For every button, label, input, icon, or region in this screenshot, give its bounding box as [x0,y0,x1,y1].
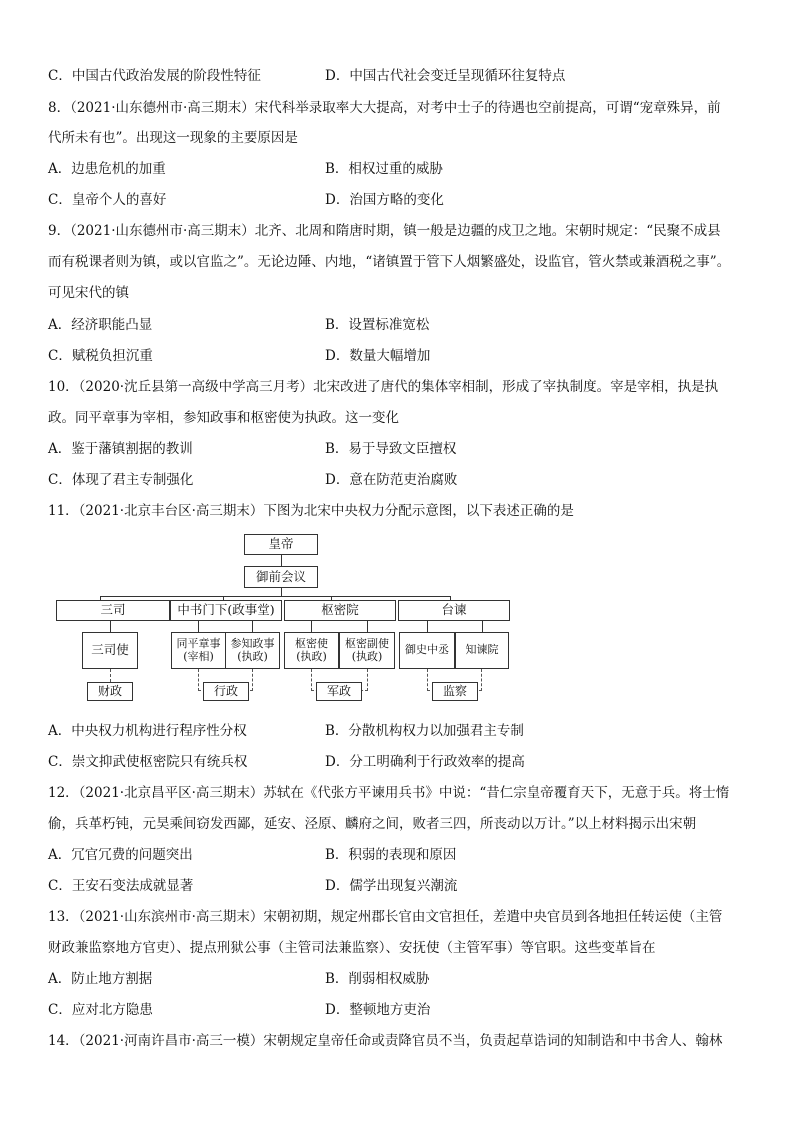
q12-option-c: C．王安石变法成就显著 [48,878,194,894]
shumifu-sub: (执政) [351,649,383,663]
connector [281,588,282,596]
q13-stem-line2: 财政兼监察地方官吏）、提点刑狱公事（主管司法兼监察）、安抚使（主管军事）等官职。这些变革旨在 [48,940,656,956]
connector [367,621,368,632]
q9-option-a: A．经济职能凸显 [48,317,153,333]
q14-stem-line1: 14．（2021·河南许昌市·高三一模）宋朝规定皇帝任命或责降官员不当，负责起草诰词的知制诰和中书舍人、翰林 [48,1033,723,1049]
power-distribution-diagram [52,530,522,708]
q7-option-c: C．中国古代政治发展的阶段性特征 [48,68,261,84]
diagram-sansishi-box: 三司使 [82,632,138,669]
q8-option-b: B．相权过重的威胁 [325,161,443,177]
diagram-emperor-box: 皇帝 [244,534,318,555]
q9-stem-line3: 可见宋代的镇 [48,285,129,301]
q9-stem-line1: 9．（2021·山东德州市·高三期末）北齐、北周和隋唐时期，镇一般是边疆的戍卫之地。宋朝时规定：“民聚不成县 [48,223,721,239]
q12-stem-line1: 12．（2021·北京昌平区·高三期末）苏轼在《代张方平谏用兵书》中说：“昔仁宗皇帝覆育天下，无意于兵。将士惰 [48,785,730,801]
shumifu-title: 枢密副使 [345,636,389,650]
q10-option-d: D．意在防范吏治腐败 [325,472,458,488]
diagram-xingzheng-box: 行政 [203,682,249,701]
q10-option-b: B．易于导致文臣擅权 [325,441,457,457]
diagram-shumi-box: 枢密院 [284,600,396,621]
diagram-shumishi-box [284,632,339,669]
q12-stem-line2: 偷，兵革朽钝，元昊乘间窃发西鄙，延安、泾原、麟府之间，败者三四，所丧动以万计。”以上材料揭示出宋朝 [48,816,697,832]
canzhi-sub: (执政) [237,649,268,663]
q13-option-d: D．整顿地方吏治 [325,1002,431,1018]
diagram-zhongshu-box: 中书门下(政事堂) [170,600,282,621]
diagram-shumifu-box [339,632,395,669]
q8-stem-line1: 8．（2021·山东德州市·高三期末）宋代科举录取率大大提高，对考中士子的待遇也空前提高，可谓“宠章殊异，前 [48,100,721,116]
diagram-tongping-box [171,632,226,669]
shumishi-title: 枢密使 [295,636,328,650]
diagram-taijian-box: 台谏 [398,600,510,621]
tongping-sub: (宰相) [183,649,214,663]
tongping-title: 同平章事 [176,636,221,650]
connector [252,621,253,632]
q11-stem-line1: 11．（2021·北京丰台区·高三期末）下图为北宋中央权力分配示意图，以下表述正确的是 [48,503,574,519]
q8-option-d: D．治国方略的变化 [325,192,444,208]
q7-option-d: D．中国古代社会变迁呈现循环往复特点 [325,68,566,84]
q8-option-a: A．边患危机的加重 [48,161,166,177]
q13-option-b: B．削弱相权威胁 [325,971,430,987]
q8-stem-line2: 代所未有也”。出现这一现象的主要原因是 [48,130,298,146]
connector [427,621,428,632]
q12-option-d: D．儒学出现复兴潮流 [325,878,458,894]
q10-stem-line2: 政。同平章事为宰相，参知政事和枢密使为执政。这一变化 [48,410,399,426]
diagram-sansi-box: 三司 [56,600,170,621]
diagram-jiancha-box: 监察 [432,682,478,701]
connector [482,621,483,632]
q11-option-b: B．分散机构权力以加强君主专制 [325,723,524,739]
connector [281,555,282,566]
q11-option-a: A．中央权力机构进行程序性分权 [48,723,247,739]
diagram-canzhi-box [225,632,280,669]
diagram-yushi-box: 御史中丞 [399,632,455,669]
connector [100,596,450,597]
connector [311,621,312,632]
q10-stem-line1: 10．（2020·沈丘县第一高级中学高三月考）北宋改进了唐代的集体宰相制，形成了宰执制度。宰是宰相，执是执 [48,379,719,395]
q9-option-b: B．设置标准宽松 [325,317,430,333]
diagram-caizheng-box: 财政 [87,682,133,701]
q11-option-c: C．崇文抑武使枢密院只有统兵权 [48,754,248,770]
q13-option-a: A．防止地方割据 [48,971,153,987]
q13-option-c: C．应对北方隐患 [48,1002,153,1018]
q11-option-d: D．分工明确利于行政效率的提高 [325,754,525,770]
q9-option-d: D．数量大幅增加 [325,348,431,364]
diagram-council-box: 御前会议 [244,566,318,588]
q9-stem-line2: 而有税课者则为镇，或以官监之”。无论边陲、内地，“诸镇置于管下人烟繁盛处，设监官，管火禁或兼酒税之事”。 [48,254,731,270]
q10-option-a: A．鉴于藩镇割据的教训 [48,441,193,457]
q12-option-b: B．积弱的表现和原因 [325,847,457,863]
shumishi-sub: (执政) [296,649,327,663]
connector [110,621,111,632]
q12-option-a: A．冗官冗费的问题突出 [48,847,193,863]
diagram-zhijian-box: 知谏院 [455,632,509,669]
q8-option-c: C．皇帝个人的喜好 [48,192,167,208]
diagram-junzheng-box: 军政 [316,682,362,701]
connector [198,621,199,632]
q13-stem-line1: 13．（2021·山东滨州市·高三期末）宋朝初期，规定州郡长官由文官担任，差遣中央官员到各地担任转运使（主管 [48,909,723,925]
q10-option-c: C．体现了君主专制强化 [48,472,194,488]
canzhi-title: 参知政事 [230,636,275,650]
q9-option-c: C．赋税负担沉重 [48,348,153,364]
dashed-connector [110,669,111,682]
